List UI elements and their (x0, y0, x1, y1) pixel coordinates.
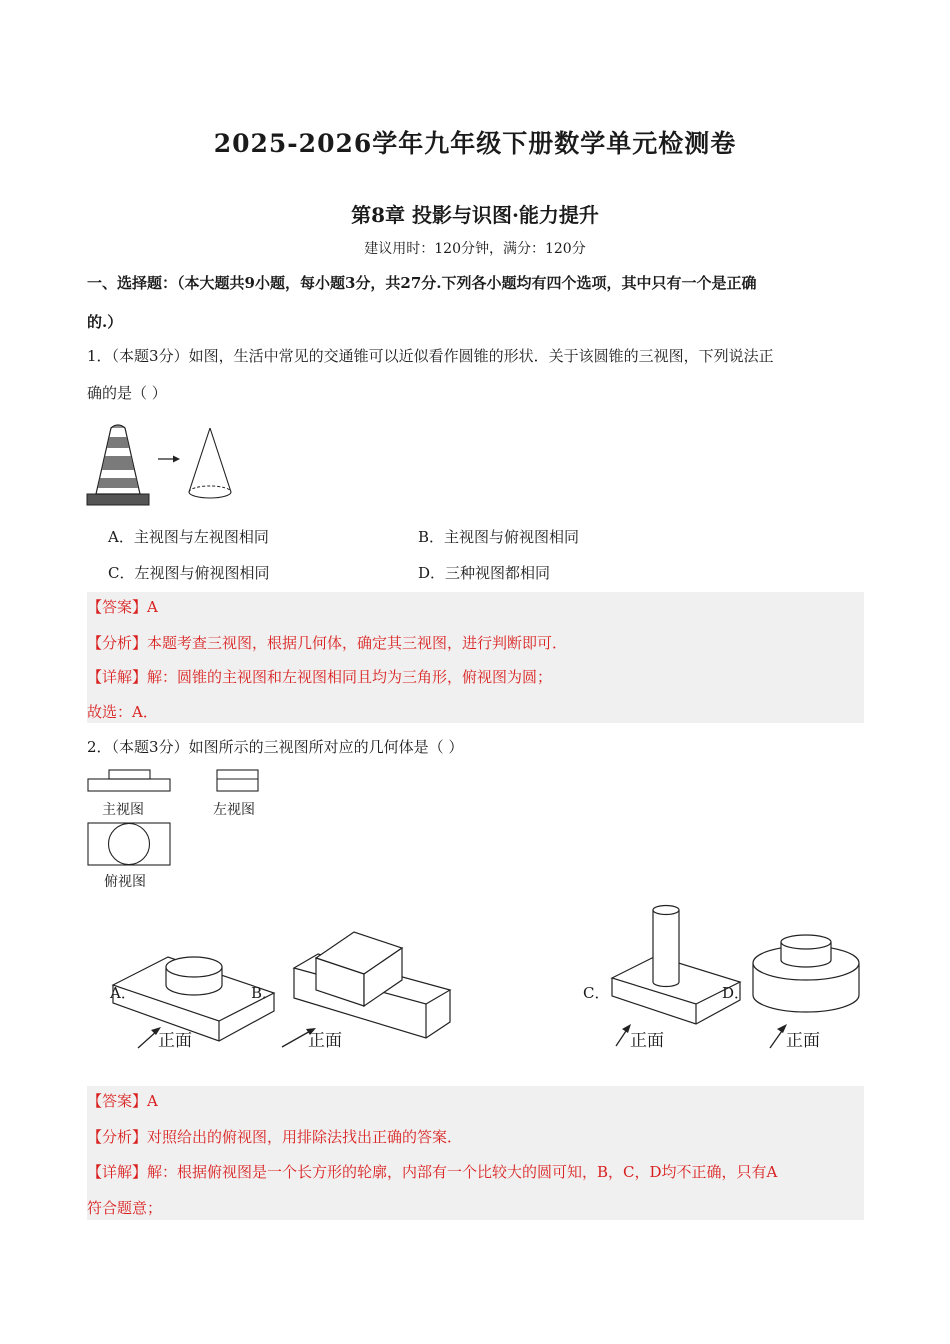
q2-option-a-letter[interactable]: A． (110, 984, 136, 1002)
q2-detail-line2: 符合题意； (87, 1199, 163, 1217)
answer-tag: 【答案】 (87, 598, 148, 616)
q2-option-c-figure[interactable] (608, 900, 748, 1052)
cylinder-shape (166, 957, 222, 995)
section-heading-line1: 一、选择题：（本大题共9小题，每小题3分，共27分.下列各小题均有四个选项，其中只有一个是正确 (87, 274, 757, 292)
tall-cylinder-shape (653, 906, 679, 987)
time-info: 建议用时：120分钟，满分：120分 (364, 241, 586, 257)
q1-figure (86, 420, 246, 510)
analysis-text: 对照给出的俯视图，用排除法找出正确的答案． (147, 1128, 463, 1146)
q2-option-b-front-label: 正面 (308, 1031, 342, 1051)
top-view-label: 俯视图 (104, 874, 146, 890)
front-view-label: 主视图 (102, 802, 144, 818)
arrow-icon (770, 1024, 787, 1048)
detail-text: 解：圆锥的主视图和左视图相同且均为三角形，俯视图为圆； (147, 668, 553, 686)
page-title: 2025-2026学年九年级下册数学单元检测卷 (213, 129, 737, 158)
q2-left-view (216, 769, 260, 795)
q1-answer (87, 597, 158, 617)
answer-value: A (147, 1092, 158, 1110)
q2-option-d-letter[interactable]: D． (722, 984, 750, 1002)
q2-answer (87, 1091, 158, 1111)
q1-stem-line2: 确的是（ ） (87, 384, 167, 402)
q2-option-c-letter[interactable]: C． (583, 984, 610, 1002)
answer-tag: 【答案】 (87, 1092, 148, 1110)
answer-value: A (147, 598, 158, 616)
arrow-icon (158, 456, 180, 463)
q2-option-c-front-label: 正面 (630, 1031, 664, 1051)
q1-conclusion: 故选：A． (87, 703, 158, 721)
chapter-subtitle: 第8章 投影与识图·能力提升 (351, 203, 599, 227)
detail-tag: 【详解】 (87, 1163, 148, 1181)
cone-illustration (189, 428, 231, 498)
q1-option-a[interactable]: A．主视图与左视图相同 (108, 528, 269, 546)
traffic-cone-illustration (87, 425, 149, 505)
q2-detail-line1 (87, 1162, 777, 1182)
q2-top-view (87, 822, 173, 868)
analysis-text: 本题考查三视图，根据几何体，确定其三视图，进行判断即可． (147, 634, 568, 652)
q1-option-d[interactable]: D．三种视图都相同 (418, 564, 551, 582)
q1-answer-box (87, 592, 864, 723)
analysis-tag: 【分析】 (87, 1128, 148, 1146)
q2-option-d-front-label: 正面 (786, 1031, 820, 1051)
analysis-tag: 【分析】 (87, 634, 148, 652)
detail-tag: 【详解】 (87, 668, 148, 686)
arrow-icon (616, 1024, 631, 1046)
q1-analysis (87, 633, 567, 653)
left-view-label: 左视图 (213, 802, 255, 818)
detail-text: 解：根据俯视图是一个长方形的轮廓，内部有一个比较大的圆可知，B，C，D均不正确，只有A (147, 1163, 778, 1181)
q2-answer-box (87, 1086, 864, 1220)
q2-analysis (87, 1127, 462, 1147)
q1-option-c[interactable]: C．左视图与俯视图相同 (108, 564, 270, 582)
q1-stem-line1: 1．（本题3分）如图，生活中常见的交通锥可以近似看作圆锥的形状．关于该圆锥的三视图，下列说法正 (87, 347, 774, 365)
q2-stem: 2．（本题3分）如图所示的三视图所对应的几何体是（ ） (87, 738, 464, 756)
q1-detail (87, 667, 552, 687)
q2-option-a-front-label: 正面 (158, 1031, 192, 1051)
small-cylinder-shape (781, 935, 831, 967)
q2-option-b-letter[interactable]: B． (251, 984, 278, 1002)
q1-option-b[interactable]: B．主视图与俯视图相同 (418, 528, 580, 546)
q2-front-view (87, 769, 173, 795)
section-heading-line2: 的.） (87, 313, 123, 331)
